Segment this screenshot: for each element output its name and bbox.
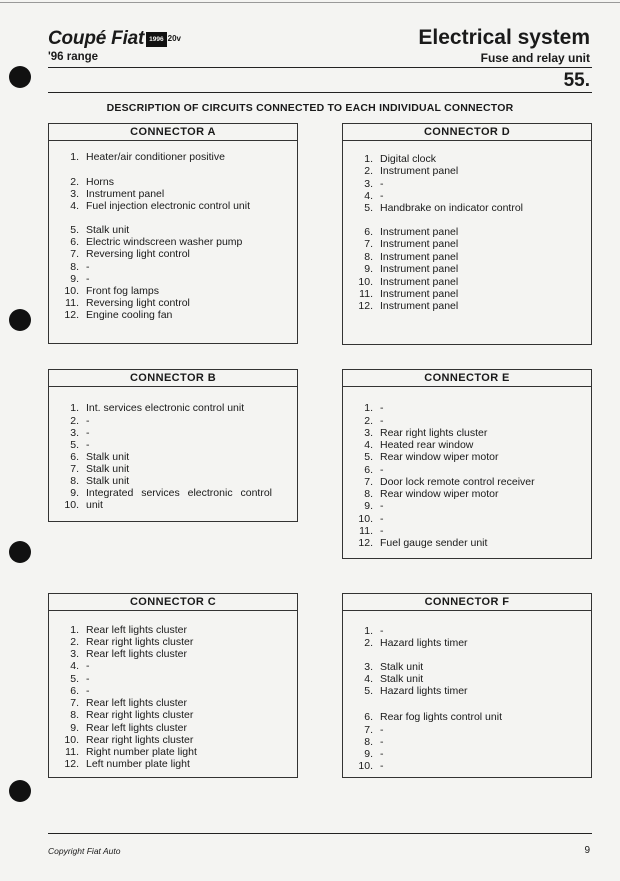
circuit-number: 2. bbox=[70, 636, 79, 648]
circuit-number: 11. bbox=[65, 297, 79, 309]
circuit-description: - bbox=[380, 500, 384, 512]
connector-a-box bbox=[48, 123, 298, 344]
model-range: '96 range bbox=[48, 51, 99, 63]
circuit-row bbox=[351, 525, 384, 537]
circuit-row bbox=[351, 625, 384, 637]
connector-c-box bbox=[48, 593, 298, 778]
connector-b-title: CONNECTOR B bbox=[49, 370, 297, 387]
circuit-number: 8. bbox=[364, 488, 373, 500]
circuit-number: 6. bbox=[364, 226, 373, 238]
circuit-number: 10. bbox=[358, 513, 373, 525]
circuit-description: Handbrake on indicator control bbox=[380, 202, 524, 214]
circuit-row bbox=[351, 711, 502, 723]
circuit-description: Rear left lights cluster bbox=[86, 697, 187, 709]
circuit-row bbox=[351, 439, 473, 451]
circuit-number: 1. bbox=[364, 625, 373, 637]
circuit-row bbox=[351, 190, 384, 202]
circuit-description: Instrument panel bbox=[380, 238, 459, 250]
circuit-row bbox=[351, 415, 384, 427]
circuit-row bbox=[351, 300, 458, 312]
connector-c-title: CONNECTOR C bbox=[49, 594, 297, 611]
circuit-description: Door lock remote control receiver bbox=[380, 476, 535, 488]
circuit-number: 8. bbox=[70, 475, 79, 487]
circuit-row bbox=[57, 297, 190, 309]
circuit-description: Instrument panel bbox=[380, 300, 459, 312]
circuit-description: - bbox=[380, 402, 384, 414]
circuit-description: - bbox=[380, 760, 384, 772]
binder-hole-icon bbox=[9, 66, 31, 88]
circuit-description: - bbox=[380, 464, 384, 476]
circuit-number: 2. bbox=[364, 637, 373, 649]
circuit-row bbox=[351, 537, 487, 549]
circuit-row bbox=[351, 513, 384, 525]
circuit-description: - bbox=[380, 190, 384, 202]
circuit-description: Engine cooling fan bbox=[86, 309, 173, 321]
circuit-number: 4. bbox=[70, 660, 79, 672]
circuit-number: 10. bbox=[358, 760, 373, 772]
circuit-description: - bbox=[86, 660, 90, 672]
circuit-row bbox=[57, 248, 190, 260]
circuit-description: Horns bbox=[86, 176, 115, 188]
circuit-description: Rear right lights cluster bbox=[86, 709, 194, 721]
circuit-row bbox=[351, 226, 458, 238]
circuit-number: 3. bbox=[364, 661, 373, 673]
circuit-description: Rear left lights cluster bbox=[86, 648, 187, 660]
circuit-number: 1. bbox=[364, 153, 373, 165]
circuit-description: - bbox=[380, 513, 384, 525]
circuit-row bbox=[57, 636, 193, 648]
circuit-description: Reversing light control bbox=[86, 297, 190, 309]
circuit-description: Heated rear window bbox=[380, 439, 474, 451]
header-rule bbox=[48, 67, 592, 68]
circuit-number: 3. bbox=[70, 427, 79, 439]
circuit-row bbox=[351, 427, 487, 439]
circuit-number: 8. bbox=[364, 251, 373, 263]
circuit-number: 3. bbox=[364, 178, 373, 190]
circuit-number: 9. bbox=[364, 500, 373, 512]
circuit-row bbox=[57, 451, 129, 463]
circuit-number: 12. bbox=[64, 309, 79, 321]
circuit-number: 12. bbox=[358, 300, 373, 312]
circuit-description: Fuel injection electronic control unit bbox=[86, 200, 251, 212]
circuit-row bbox=[351, 488, 498, 500]
circuit-description: Int. services electronic control unit bbox=[86, 402, 245, 414]
circuit-description: Instrument panel bbox=[380, 263, 459, 275]
circuit-description: Instrument panel bbox=[380, 251, 459, 263]
circuit-row bbox=[351, 685, 468, 697]
circuit-description: unit bbox=[86, 499, 103, 511]
circuit-description: Instrument panel bbox=[380, 226, 459, 238]
circuit-number: 11. bbox=[359, 288, 373, 300]
circuit-description: - bbox=[380, 625, 384, 637]
copyright-notice: Copyright Fiat Auto bbox=[48, 846, 121, 856]
circuit-number: 7. bbox=[70, 463, 79, 475]
circuit-row bbox=[57, 236, 242, 248]
circuit-row bbox=[351, 500, 384, 512]
circuit-row bbox=[351, 238, 458, 250]
circuit-number: 4. bbox=[364, 439, 373, 451]
circuit-row bbox=[57, 439, 90, 451]
circuit-description: - bbox=[380, 415, 384, 427]
circuit-row bbox=[57, 660, 90, 672]
circuit-row bbox=[351, 748, 384, 760]
circuit-description: Electric windscreen washer pump bbox=[86, 236, 243, 248]
circuit-number: 7. bbox=[70, 697, 79, 709]
circuit-description: Instrument panel bbox=[380, 276, 459, 288]
circuit-description: Hazard lights timer bbox=[380, 637, 468, 649]
circuit-row bbox=[57, 402, 244, 414]
page-title: Electrical system bbox=[418, 26, 590, 49]
circuit-number: 3. bbox=[70, 188, 79, 200]
binder-hole-icon bbox=[9, 309, 31, 331]
circuit-number: 9. bbox=[70, 722, 79, 734]
circuit-row bbox=[57, 487, 272, 499]
circuit-number: 1. bbox=[70, 151, 79, 163]
circuit-row bbox=[57, 200, 250, 212]
circuit-description: Rear window wiper motor bbox=[380, 488, 499, 500]
circuit-number: 1. bbox=[364, 402, 373, 414]
binder-hole-icon bbox=[9, 541, 31, 563]
circuit-number: 7. bbox=[364, 724, 373, 736]
circuit-row bbox=[351, 464, 384, 476]
circuit-description: - bbox=[380, 724, 384, 736]
circuit-number: 7. bbox=[364, 238, 373, 250]
circuit-number: 5. bbox=[364, 451, 373, 463]
circuit-number: 2. bbox=[70, 176, 79, 188]
circuit-description: - bbox=[380, 748, 384, 760]
circuit-description: Hazard lights timer bbox=[380, 685, 468, 697]
circuit-row bbox=[57, 309, 172, 321]
circuit-description: - bbox=[86, 273, 90, 285]
circuit-description: Instrument panel bbox=[380, 165, 459, 177]
circuit-number: 9. bbox=[70, 273, 79, 285]
circuit-description: Stalk unit bbox=[86, 451, 130, 463]
circuit-row bbox=[57, 176, 114, 188]
circuit-row bbox=[351, 402, 384, 414]
circuit-number: 10. bbox=[64, 734, 79, 746]
circuit-row bbox=[351, 153, 436, 165]
connector-e-title: CONNECTOR E bbox=[343, 370, 591, 387]
circuit-row bbox=[351, 451, 498, 463]
circuit-description: Rear right lights cluster bbox=[380, 427, 488, 439]
circuit-number: 1. bbox=[70, 624, 79, 636]
connector-f-title: CONNECTOR F bbox=[343, 594, 591, 611]
circuit-row bbox=[57, 697, 187, 709]
circuit-row bbox=[351, 760, 384, 772]
circuit-number: 6. bbox=[364, 711, 373, 723]
brand-logo bbox=[48, 28, 181, 50]
circuit-number: 3. bbox=[364, 427, 373, 439]
circuit-number: 7. bbox=[70, 248, 79, 260]
circuit-number: 8. bbox=[70, 709, 79, 721]
circuit-number: 2. bbox=[70, 415, 79, 427]
header-rule-lower bbox=[48, 92, 592, 93]
brand-suffix: 20v bbox=[167, 34, 181, 43]
circuit-number: 8. bbox=[364, 736, 373, 748]
circuit-description: - bbox=[86, 673, 90, 685]
connector-d-box bbox=[342, 123, 592, 345]
circuit-description: - bbox=[86, 261, 90, 273]
circuit-number: 12. bbox=[358, 537, 373, 549]
circuit-description: Instrument panel bbox=[380, 288, 459, 300]
circuit-number: 6. bbox=[70, 236, 79, 248]
footer-rule bbox=[48, 833, 592, 834]
circuit-description: Front fog lamps bbox=[86, 285, 159, 297]
circuit-row bbox=[351, 661, 423, 673]
circuit-row bbox=[351, 178, 384, 190]
connector-b-box bbox=[48, 369, 298, 522]
circuit-number: 5. bbox=[364, 685, 373, 697]
page-number: 9 bbox=[584, 845, 590, 856]
circuit-row bbox=[57, 188, 164, 200]
circuit-row bbox=[351, 673, 423, 685]
circuit-row bbox=[57, 273, 90, 285]
circuit-description: Heater/air conditioner positive bbox=[86, 151, 225, 163]
circuit-number: 6. bbox=[70, 685, 79, 697]
circuit-number: 5. bbox=[70, 439, 79, 451]
circuit-description: - bbox=[86, 427, 90, 439]
circuit-row bbox=[57, 722, 187, 734]
circuit-description: Instrument panel bbox=[86, 188, 165, 200]
circuit-description: Stalk unit bbox=[380, 661, 424, 673]
circuit-description: Rear window wiper motor bbox=[380, 451, 499, 463]
connector-e-box bbox=[342, 369, 592, 559]
circuit-row bbox=[57, 427, 90, 439]
brand-badge: 1996 bbox=[146, 32, 166, 47]
section-number: 55. bbox=[563, 70, 590, 91]
circuit-row bbox=[351, 276, 458, 288]
circuit-number: 4. bbox=[364, 190, 373, 202]
circuit-row bbox=[351, 637, 468, 649]
circuit-description: Stalk unit bbox=[86, 475, 130, 487]
circuit-number: 9. bbox=[364, 748, 373, 760]
circuit-description: Rear left lights cluster bbox=[86, 722, 187, 734]
circuit-row bbox=[57, 224, 129, 236]
circuit-number: 4. bbox=[70, 200, 79, 212]
circuit-number: 12. bbox=[64, 758, 79, 770]
circuit-row bbox=[351, 288, 458, 300]
circuit-row bbox=[57, 499, 103, 511]
circuit-row bbox=[57, 648, 187, 660]
circuit-number: 10. bbox=[64, 285, 79, 297]
circuit-description: Rear right lights cluster bbox=[86, 636, 194, 648]
circuit-description: Rear left lights cluster bbox=[86, 624, 187, 636]
section-title: DESCRIPTION OF CIRCUITS CONNECTED TO EACH INDIVIDUAL CONNECTOR bbox=[106, 102, 514, 114]
circuit-row bbox=[57, 746, 197, 758]
brand-name: Coupé Fiat bbox=[48, 28, 145, 49]
circuit-description: - bbox=[380, 178, 384, 190]
circuit-row bbox=[351, 263, 458, 275]
circuit-number: 5. bbox=[364, 202, 373, 214]
circuit-number: 2. bbox=[364, 165, 373, 177]
connector-d-title: CONNECTOR D bbox=[343, 124, 591, 141]
circuit-number: 4. bbox=[364, 673, 373, 685]
circuit-row bbox=[351, 165, 458, 177]
circuit-row bbox=[57, 624, 187, 636]
circuit-row bbox=[57, 734, 193, 746]
circuit-row bbox=[351, 736, 384, 748]
circuit-row bbox=[351, 202, 523, 214]
connector-f-box bbox=[342, 593, 592, 778]
top-edge-line bbox=[0, 2, 620, 3]
circuit-number: 5. bbox=[70, 224, 79, 236]
circuit-row bbox=[351, 724, 384, 736]
circuit-number: 8. bbox=[70, 261, 79, 273]
circuit-number: 9. bbox=[364, 263, 373, 275]
circuit-number: 1. bbox=[70, 402, 79, 414]
circuit-number: 2. bbox=[364, 415, 373, 427]
circuit-description: Left number plate light bbox=[86, 758, 190, 770]
circuit-row bbox=[351, 476, 535, 488]
circuit-number: 6. bbox=[70, 451, 79, 463]
circuit-row bbox=[57, 709, 193, 721]
circuit-row bbox=[57, 685, 90, 697]
circuit-number: 3. bbox=[70, 648, 79, 660]
circuit-number: 11. bbox=[65, 746, 79, 758]
circuit-number: 10. bbox=[358, 276, 373, 288]
circuit-row bbox=[57, 151, 225, 163]
circuit-number: 10. bbox=[64, 499, 79, 511]
binder-hole-icon bbox=[9, 780, 31, 802]
circuit-description: Rear fog lights control unit bbox=[380, 711, 502, 723]
circuit-row bbox=[57, 475, 129, 487]
circuit-row bbox=[57, 285, 159, 297]
circuit-number: 6. bbox=[364, 464, 373, 476]
circuit-description: - bbox=[380, 525, 384, 537]
circuit-number: 5. bbox=[70, 673, 79, 685]
circuit-row bbox=[351, 251, 458, 263]
circuit-row bbox=[57, 415, 90, 427]
circuit-row bbox=[57, 758, 190, 770]
circuit-description: Stalk unit bbox=[86, 224, 130, 236]
circuit-description: Reversing light control bbox=[86, 248, 190, 260]
circuit-description: - bbox=[86, 439, 90, 451]
page-subtitle: Fuse and relay unit bbox=[480, 51, 590, 65]
circuit-row bbox=[57, 261, 90, 273]
circuit-description: Integrated services electronic control bbox=[86, 487, 272, 499]
circuit-description: Rear right lights cluster bbox=[86, 734, 194, 746]
circuit-description: Right number plate light bbox=[86, 746, 197, 758]
circuit-description: Stalk unit bbox=[86, 463, 130, 475]
circuit-description: - bbox=[380, 736, 384, 748]
circuit-description: Stalk unit bbox=[380, 673, 424, 685]
connector-a-title: CONNECTOR A bbox=[49, 124, 297, 141]
circuit-description: - bbox=[86, 685, 90, 697]
circuit-description: Digital clock bbox=[380, 153, 437, 165]
circuit-number: 9. bbox=[70, 487, 79, 499]
circuit-number: 7. bbox=[364, 476, 373, 488]
circuit-description: - bbox=[86, 415, 90, 427]
circuit-row bbox=[57, 463, 129, 475]
circuit-number: 11. bbox=[359, 525, 373, 537]
circuit-row bbox=[57, 673, 90, 685]
circuit-description: Fuel gauge sender unit bbox=[380, 537, 488, 549]
